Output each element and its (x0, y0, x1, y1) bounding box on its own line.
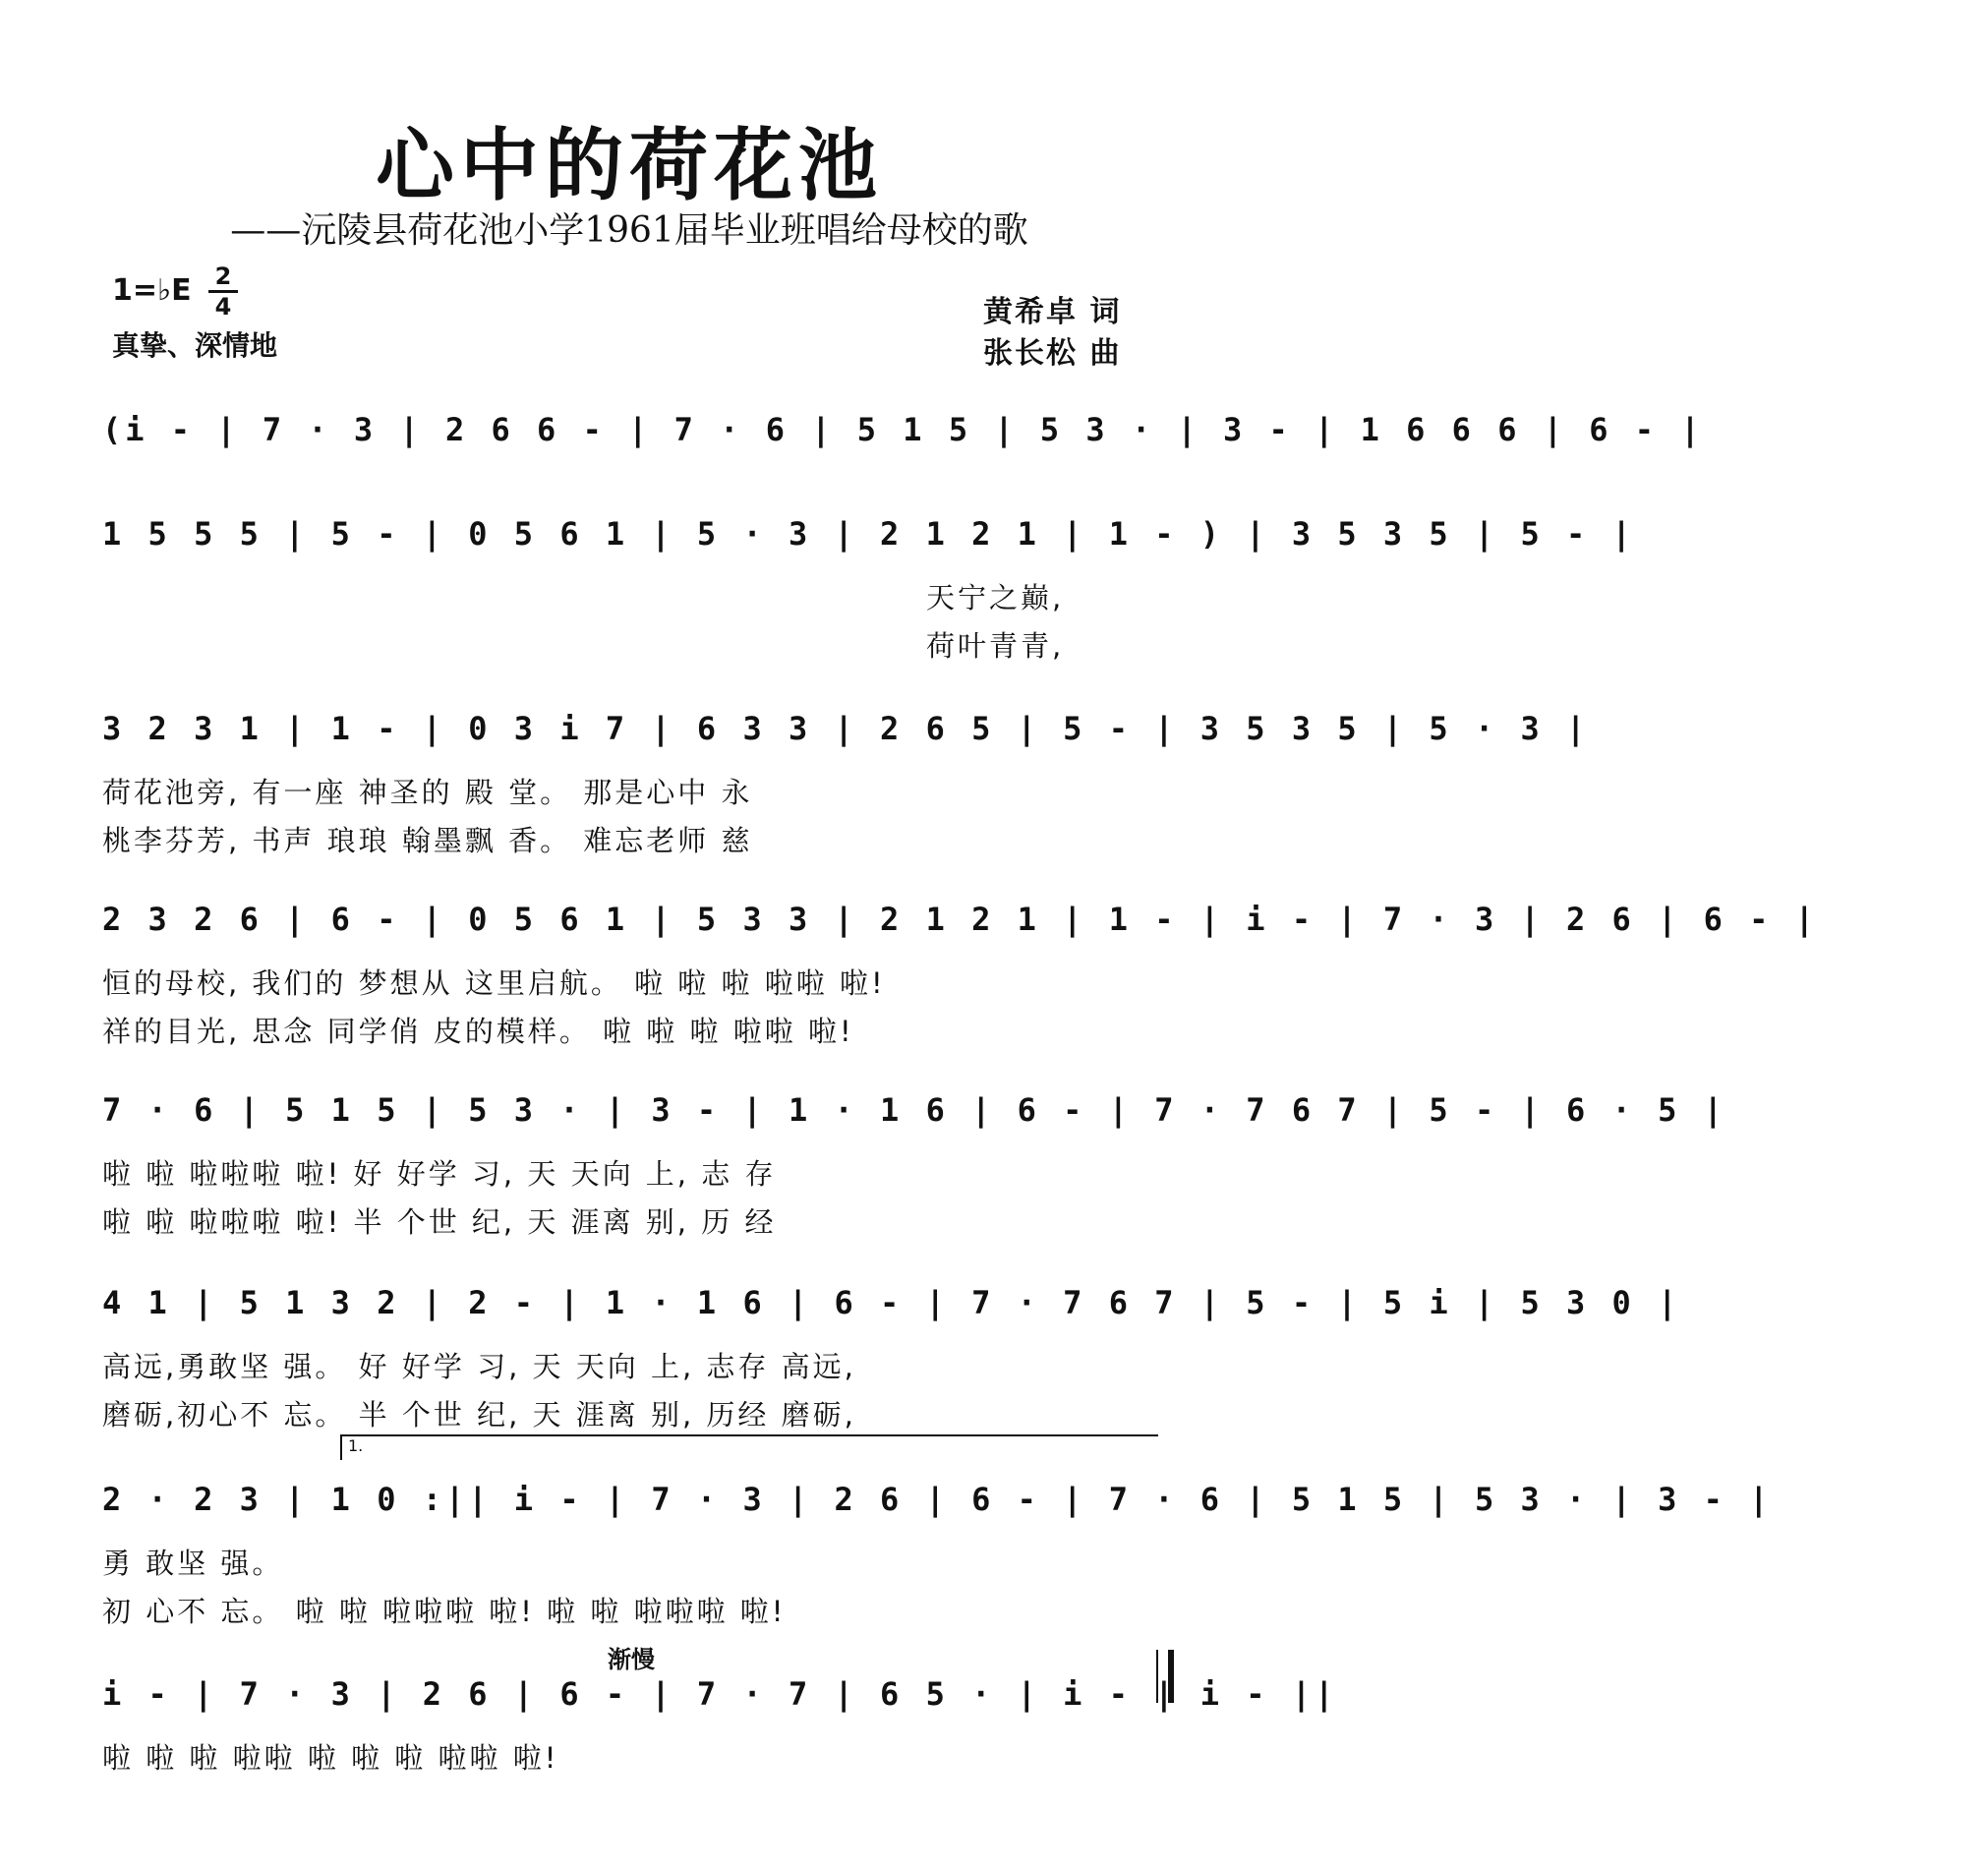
final-barline (1156, 1650, 1174, 1703)
lyrics-verse-2: 磨砺,初心不 忘。 半 个世 纪, 天 涯离 别, 历经 磨砺, (102, 1398, 856, 1432)
volta-label: 1. (348, 1436, 364, 1455)
song-subtitle: ——沅陵县荷花池小学1961届毕业班唱给母校的歌 (230, 210, 1028, 251)
lyrics-verse-1: 荷花池旁, 有一座 神圣的 殿 堂。 那是心中 永 (102, 776, 753, 809)
time-signature (208, 263, 238, 320)
notation-line: (i - | 7 · 3 | 2 6 6 - | 7 · 6 | 5 1 5 | 5 3 · | 3 - | 1 6 6 6 | 6 - | (102, 411, 1704, 448)
lyrics-verse-1: 天宁之巅, (926, 581, 1065, 614)
lyrics-verse-1: 高远,勇敢坚 强。 好 好学 习, 天 天向 上, 志存 高远, (102, 1350, 856, 1383)
composer-credit: 张长松 曲 (983, 336, 1122, 371)
notation-line: 2 3 2 6 | 6 - | 0 5 6 1 | 5 3 3 | 2 1 2 1 | 1 - | i - | 7 · 3 | 2 6 | 6 - | (102, 901, 1818, 938)
song-title: 心中的荷花池 (376, 119, 883, 211)
meter-top: 2 (214, 263, 232, 290)
ritardando-mark: 渐慢 (608, 1646, 655, 1673)
lyrics-verse-1: 勇 敢坚 强。 (102, 1547, 284, 1580)
notation-line: 1 5 5 5 | 5 - | 0 5 6 1 | 5 · 3 | 2 1 2 1 | 1 - ) | 3 5 3 5 | 5 - | (102, 515, 1635, 553)
lyrics-verse-2: 啦 啦 啦啦啦 啦! 半 个世 纪, 天 涯离 别, 历 经 (102, 1205, 777, 1239)
lyrics-verse-2: 桃李芬芳, 书声 琅琅 翰墨飘 香。 难忘老师 慈 (102, 824, 753, 857)
lyrics-verse-2: 荷叶青青, (926, 629, 1065, 663)
notation-line: 7 · 6 | 5 1 5 | 5 3 · | 3 - | 1 · 1 6 | 6 - | 7 · 7 6 7 | 5 - | 6 · 5 | (102, 1091, 1726, 1129)
lyrics-verse-2: 初 心不 忘。 啦 啦 啦啦啦 啦! 啦 啦 啦啦啦 啦! (102, 1595, 787, 1628)
lyrics-verse-1: 啦 啦 啦啦啦 啦! 好 好学 习, 天 天向 上, 志 存 (102, 1157, 777, 1191)
lyrics-verse-1: 恒的母校, 我们的 梦想从 这里启航。 啦 啦 啦 啦啦 啦! (102, 966, 886, 1000)
notation-line: 3 2 3 1 | 1 - | 0 3 i 7 | 6 3 3 | 2 6 5 | 5 - | 3 5 3 5 | 5 · 3 | (102, 710, 1590, 747)
notation-line: 2 · 2 3 | 1 0 :|| i - | 7 · 3 | 2 6 | 6 - | 7 · 6 | 5 1 5 | 5 3 · | 3 - | (102, 1481, 1773, 1518)
notation-line: i - | 7 · 3 | 2 6 | 6 - | 7 · 7 | 6 5 · | i - | i - || (102, 1675, 1338, 1713)
lyrics-verse-2: 祥的目光, 思念 同学俏 皮的模样。 啦 啦 啦 啦啦 啦! (102, 1015, 854, 1048)
notation-line: 4 1 | 5 1 3 2 | 2 - | 1 · 1 6 | 6 - | 7 · 7 6 7 | 5 - | 5 i | 5 3 0 | (102, 1284, 1681, 1321)
meter-bottom: 4 (214, 293, 232, 321)
lyrics-verse-1: 啦 啦 啦 啦啦 啦 啦 啦 啦啦 啦! (102, 1741, 559, 1775)
tempo-marking: 真挚、深情地 (112, 329, 278, 362)
lyricist-credit: 黄希卓 词 (983, 295, 1122, 329)
key-signature: 1=♭E (112, 273, 192, 308)
volta-bracket (340, 1434, 1158, 1460)
